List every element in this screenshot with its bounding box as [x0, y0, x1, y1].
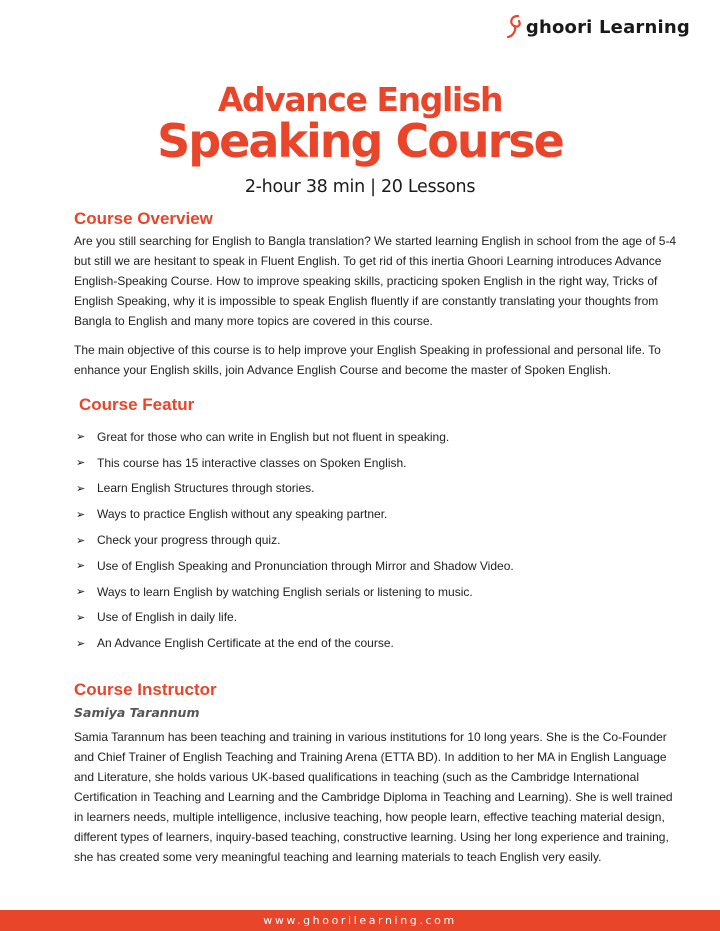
feature-list-item: [76, 553, 514, 579]
feature-text: This course has 15 interactive classes on Spoken English.: [97, 455, 407, 470]
instructor-bio: Samia Tarannum has been teaching and training in various institutions for 10 long years. She is the Co-Founder and Chief Trainer of English Teaching and Training Arena (ETTA BD). In addition to her MA in English Language and Literature, she holds various UK-based qualifications in teaching (such as the Cambridge International Certification in Teaching and Learning and the Cambridge Diploma in Teaching and Learning). She is well trained in learners needs, multiple intelligence, inclusive teaching, how people learn, effective teaching material design, different types of learners, inquiry-based teaching, constructive learning. Using her long experience and training, she has created some very meaningful teaching and learning materials to teach English very easily.: [74, 730, 673, 864]
feature-text: An Advance English Certificate at the end of the course.: [97, 636, 394, 651]
overview-paragraph-1: Are you still searching for English to Bangla translation? We started learning English in school from the age of 5-4 but still we are hesitant to speak in Fluent English. To get rid of this inertia Ghoori Learning introduces Advance English-Speaking Course. How to improve speaking skills, practicing spoken English in the right way, Tricks of English Speaking, why it is impossible to speak English fluently if are constantly translating your thoughts from Bangla to English and many more topics are covered in this course.: [74, 234, 677, 328]
feature-list-item: [76, 605, 514, 631]
ghoori-mark-icon: [506, 14, 524, 40]
features-list: [76, 424, 514, 656]
course-title-line1: Advance English: [217, 80, 503, 119]
feature-list-item: [76, 476, 514, 502]
feature-list-item: [76, 527, 514, 553]
course-title-line2: Speaking Course: [157, 114, 563, 168]
arrow-bullet-icon: ➢: [76, 457, 86, 470]
feature-list-item: [76, 501, 514, 527]
brand-logo: [506, 14, 690, 40]
instructor-heading: Course Instructor: [74, 680, 217, 699]
feature-text: Great for those who can write in English but not fluent in speaking.: [97, 429, 450, 444]
arrow-bullet-icon: ➢: [76, 534, 86, 547]
overview-paragraph-2: The main objective of this course is to help improve your English Speaking in professional and personal life. To enhance your English skills, join Advance English Course and become the master of Spoken English.: [74, 343, 661, 377]
arrow-bullet-icon: ➢: [76, 586, 86, 599]
arrow-bullet-icon: ➢: [76, 611, 86, 624]
feature-text: Ways to practice English without any speaking partner.: [97, 507, 388, 522]
logo-text: ghoori Learning: [525, 16, 690, 38]
overview-heading: Course Overview: [74, 209, 213, 228]
feature-list-item: [76, 579, 514, 605]
footer-bar: [0, 910, 720, 931]
arrow-bullet-icon: ➢: [76, 482, 86, 495]
instructor-name: Samiya Tarannum: [74, 705, 200, 720]
feature-list-item: [76, 450, 514, 476]
feature-text: Ways to learn English by watching English serials or listening to music.: [97, 584, 473, 599]
feature-text: Use of English Speaking and Pronunciation through Mirror and Shadow Video.: [97, 558, 514, 573]
feature-list-item: [76, 630, 514, 656]
arrow-bullet-icon: ➢: [76, 560, 86, 573]
footer-website-link[interactable]: www.ghoorilearning.com: [263, 914, 457, 927]
feature-text: Check your progress through quiz.: [97, 533, 281, 548]
arrow-bullet-icon: ➢: [76, 431, 86, 444]
features-heading: Course Featur: [79, 395, 195, 414]
feature-list-item: [76, 424, 514, 450]
course-duration-subtitle: 2-hour 38 min | 20 Lessons: [244, 177, 476, 197]
arrow-bullet-icon: ➢: [76, 508, 86, 521]
feature-text: Learn English Structures through stories.: [97, 481, 315, 496]
arrow-bullet-icon: ➢: [76, 637, 86, 650]
feature-text: Use of English in daily life.: [97, 610, 238, 625]
